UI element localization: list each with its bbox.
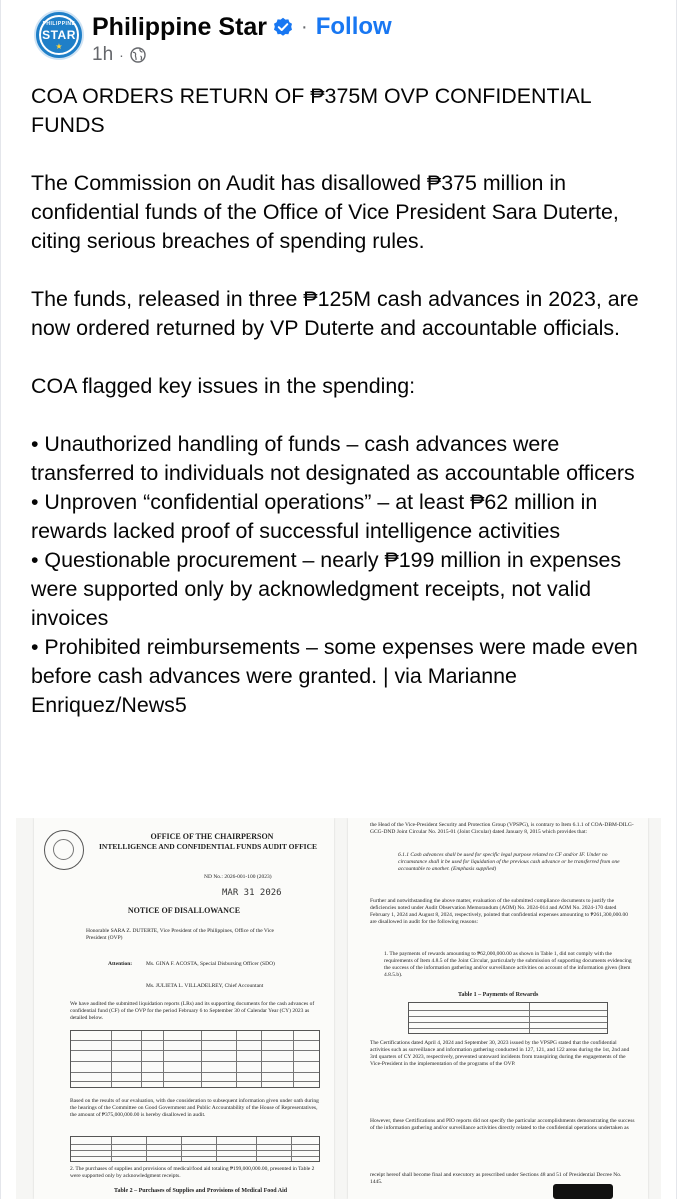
separator-dot: · <box>301 15 308 38</box>
doc-paragraph: 2. The purchases of supplies and provisions of medical/food aid totaling ₱199,000,000.00, presented in Table 2 were supported only by acknowledgment receipts. <box>70 1166 315 1179</box>
attention-accountant: Ms. JULIETA L. VILLADELREY, Chief Accountant <box>146 983 264 989</box>
document-page-left <box>34 818 334 1199</box>
doc-paragraph: The Certifications dated April 4, 2024 and September 30, 2023 issued by the VPSPG stated that the confidential activities such as surveillance and information gathering conducted in 127, 121, and 122 areas during the 1st, 2nd and 3rd quarters of CY 2023, respectively, prevented untoward incidents from transpiring during the engagements of the Vice-President in the implementation of the programs of the OVP. <box>370 1040 630 1067</box>
post-body <box>31 82 661 720</box>
liquidation-table <box>70 1136 320 1162</box>
doc-paragraph: receipt hereof shall become final and executory as prescribed under Sections 48 and 51 of Presidential Decree No. 1445. <box>370 1172 622 1185</box>
doc-paragraph: 1. The payments of rewards amounting to ₱62,000,000.00 as shown in Table 1, did not comply with the requirements of Item 4.8.5 of the Joint Circular, particularly the submission of supporting documents evidencing the success of the information gathering and/or surveillance activities on account of the information given (Item 4.8.5.b). <box>384 951 632 978</box>
table1-title: Table 1 – Payments of Rewards <box>458 992 539 998</box>
addressee: Honorable SARA Z. DUTERTE, Vice President of the Philippines, Office of the Vice President (OVP) <box>86 928 274 941</box>
nd-number: ND No.: 2026-001-100 (2023) <box>204 874 272 880</box>
doc-paragraph: the Head of the Vice-President Security and Protection Group (VPSPG), is contrary to Item 6.1.1 of COA-DBM-DILG-GCG-DND Joint Circular No. 2015-01 (Joint Circular) dated January 8, 2015 which provides that: <box>370 822 634 835</box>
post-paragraph: COA flagged key issues in the spending: <box>31 374 416 398</box>
document-page-right <box>348 818 648 1199</box>
doc-paragraph: However, these Certifications and PIO reports did not specify the particular accomplishments demonstrating the success of the information gathering and/or surveillance activities directly related to the confidential operations undertaken as <box>370 1118 635 1131</box>
post-paragraph: The Commission on Audit has disallowed ₱375 million in confidential funds of the Office of Vice President Sara Duterte, citing serious breaches of spending rules. <box>31 171 619 253</box>
table2-title: Table 2 – Purchases of Supplies and Provisions of Medical Food Aid <box>114 1188 288 1194</box>
post-bullet: • Prohibited reimbursements – some expenses were made even before cash advances were granted. | via Marianne Enriquez/News5 <box>31 635 638 717</box>
attention-sdo: Ms. GINA F. ACOSTA, Special Disbursing Officer (SDO) <box>146 961 275 967</box>
follow-button[interactable]: Follow <box>315 13 392 40</box>
post-header <box>28 0 658 78</box>
nd-date-stamp: MAR 31 2026 <box>222 888 282 898</box>
avatar-logo-text: STAR <box>42 28 76 42</box>
notice-title: NOTICE OF DISALLOWANCE <box>127 906 241 915</box>
avatar-star-icon: ★ <box>55 42 63 51</box>
redaction-mark <box>553 1184 613 1199</box>
attention-label: Attention: <box>108 961 133 967</box>
doc-paragraph: We have audited the submitted liquidation reports (LRs) and its supporting documents for the cash advances of confidential fund (CF) of the OVP for the period February 6 to September 30 of Calendar Year (CY) 2023 as detailed below. <box>70 1001 315 1021</box>
page-avatar[interactable] <box>34 10 84 60</box>
avatar-top-text: PHILIPPINE <box>42 21 76 27</box>
card-border-left <box>0 0 1 1199</box>
post-bullet: • Questionable procurement – nearly ₱199 million in expenses were supported only by acknowledgment receipts, not valid invoices <box>31 548 622 630</box>
post-meta <box>92 44 146 66</box>
office-subtitle: INTELLIGENCE AND CONFIDENTIAL FUNDS AUDIT OFFICE <box>98 842 318 851</box>
doc-quote: 6.1.1 Cash advances shall be used for specific legal purpose related to CF and/or IF. Under no circumstance shall it be used for liquidation of the previous cash advance or be transferred from one accountable to another. (Emphasis supplied) <box>398 852 620 872</box>
cash-advance-table <box>70 1030 320 1088</box>
post-bullet: • Unauthorized handling of funds – cash advances were transferred to individuals not designated as accountable officers <box>31 432 635 485</box>
post-paragraph: The funds, released in three ₱125M cash advances in 2023, are now ordered returned by VP Duterte and accountable officials. <box>31 287 639 340</box>
post-bullet: • Unproven “confidential operations” – at least ₱62 million in rewards lacked proof of successful intelligence activities <box>31 490 598 543</box>
office-title: OFFICE OF THE CHAIRPERSON <box>150 832 274 841</box>
name-row <box>92 11 392 43</box>
doc-paragraph: Based on the results of our evaluation, with due consideration to subsequent information given under oath during the hearings of the Committee on Good Government and Public Accountability of the House of Representatives, the amount of ₱375,000,000.00 is hereby disallowed in audit. <box>70 1098 319 1118</box>
verified-badge-icon <box>273 17 293 37</box>
rewards-table <box>408 1002 608 1034</box>
post-image[interactable] <box>16 818 661 1199</box>
page-name-link[interactable]: Philippine Star <box>92 12 268 41</box>
coa-seal-icon <box>44 830 84 870</box>
post-headline: COA ORDERS RETURN OF ₱375M OVP CONFIDENTIAL FUNDS <box>31 84 591 137</box>
meta-separator: · <box>119 47 124 63</box>
doc-paragraph: Further and notwithstanding the above matter, evaluation of the submitted compliance documents to justify the deficiencies noted under Audit Observation Memorandum (AOM) No. 2024-014 and AOM No. 2024-170 dated February 1, 2024 and August 8, 2024, respectively, pointed that confidential expenses amounting to ₱261,300,000.00 are disallowed in audit for the following reasons: <box>370 898 628 925</box>
globe-icon <box>130 47 146 63</box>
post-timestamp[interactable]: 1h <box>92 44 114 65</box>
